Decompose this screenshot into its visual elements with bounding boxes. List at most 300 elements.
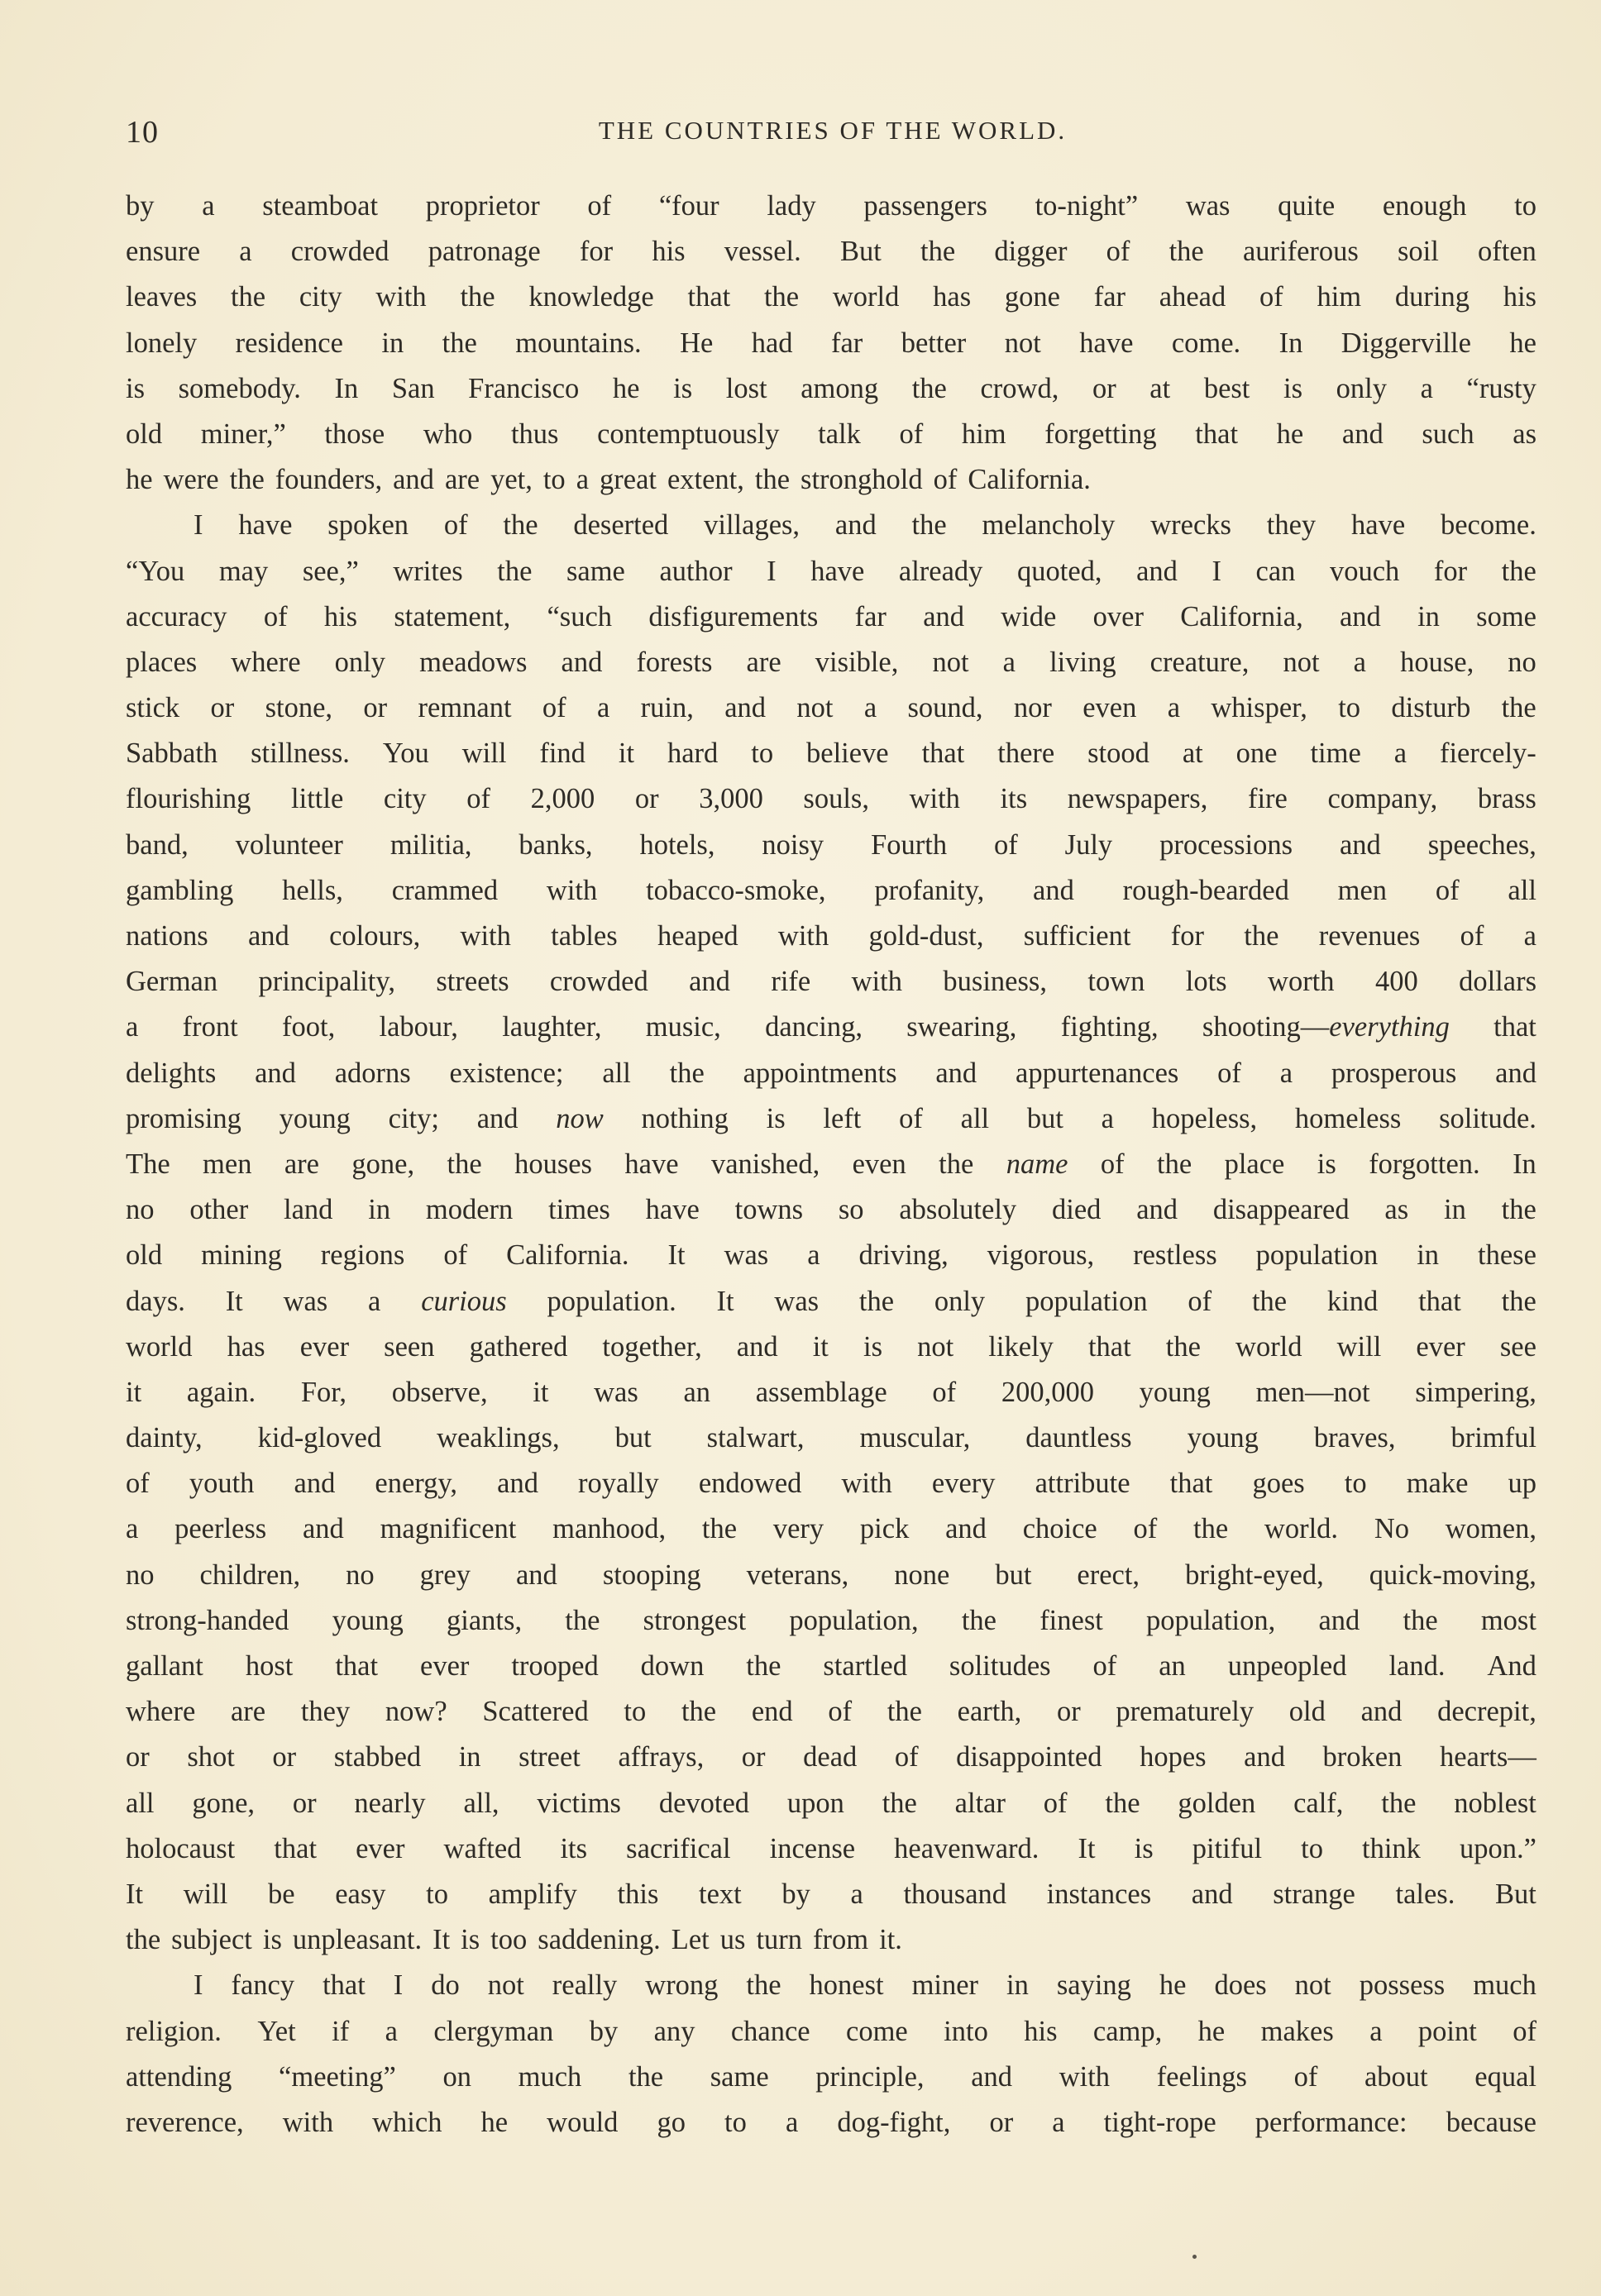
- word: feelings: [1156, 2060, 1247, 2093]
- word: wrong: [645, 1969, 719, 2002]
- word: simpering,: [1415, 1376, 1536, 1408]
- word: whisper,: [1211, 692, 1307, 724]
- word: young: [1187, 1422, 1259, 1454]
- word: noisy: [762, 828, 824, 861]
- word: prosperous: [1331, 1057, 1457, 1089]
- word: hopes: [1140, 1741, 1207, 1773]
- word: house,: [1400, 646, 1474, 678]
- word: is: [766, 1102, 786, 1134]
- word: band,: [126, 828, 189, 861]
- word: strange: [1273, 1878, 1355, 1910]
- word: a: [1167, 692, 1181, 724]
- word: in: [1417, 600, 1440, 632]
- word: best: [1203, 372, 1250, 404]
- word: easy: [335, 1878, 386, 1910]
- word: make: [1406, 1468, 1469, 1500]
- word: see: [1499, 1330, 1536, 1363]
- word: dog-fight,: [837, 2106, 951, 2138]
- word: are: [284, 1148, 319, 1180]
- word: him: [1317, 281, 1362, 313]
- word: but: [995, 1559, 1032, 1591]
- word: and: [935, 1057, 977, 1089]
- word: times: [548, 1194, 610, 1226]
- word: have: [1079, 327, 1134, 359]
- word: a: [1101, 1102, 1114, 1134]
- word: from: [813, 1924, 869, 1956]
- word: or: [1092, 372, 1116, 404]
- word: during: [1394, 281, 1470, 313]
- word: town: [1087, 966, 1145, 998]
- word: of: [828, 1696, 853, 1728]
- word: Let: [671, 1924, 710, 1956]
- word: to: [426, 1878, 448, 1910]
- word: regions: [320, 1239, 405, 1272]
- text-line: [126, 1279, 1536, 1325]
- word: is: [126, 372, 146, 404]
- word: vessel.: [724, 236, 801, 268]
- word: Yet: [257, 2015, 296, 2047]
- word: quoted,: [1016, 555, 1102, 587]
- word: no: [1508, 646, 1536, 678]
- word: the: [887, 1696, 922, 1728]
- word: and: [561, 646, 603, 678]
- word: so: [838, 1194, 864, 1226]
- word: of: [443, 509, 468, 542]
- word: steamboat: [262, 190, 379, 222]
- word: was: [283, 1285, 328, 1317]
- word: can: [1255, 555, 1296, 587]
- word: possess: [1359, 1969, 1446, 2002]
- word: bright-eyed,: [1185, 1559, 1324, 1591]
- word: the: [1105, 1787, 1140, 1819]
- word: with: [851, 966, 902, 998]
- word: hells,: [282, 874, 343, 906]
- word: do: [431, 1969, 460, 2002]
- word: now?: [385, 1696, 447, 1728]
- text-line: [126, 2009, 1536, 2055]
- word: host: [245, 1650, 294, 1682]
- word: down: [640, 1650, 705, 1682]
- word: to-night”: [1035, 190, 1139, 222]
- word: that: [335, 1650, 379, 1682]
- word: places: [126, 646, 198, 678]
- word: disfigurements: [648, 600, 819, 632]
- word: the: [746, 1650, 781, 1682]
- word: not: [917, 1330, 954, 1363]
- word: the: [858, 1285, 895, 1317]
- word: where: [126, 1696, 196, 1728]
- word: of: [1133, 1513, 1158, 1545]
- word: and: [736, 1330, 778, 1363]
- word: that: [921, 737, 965, 770]
- word: appointments: [743, 1057, 897, 1089]
- word: city;: [388, 1102, 439, 1134]
- word: his: [323, 600, 358, 632]
- word: not: [1283, 646, 1320, 678]
- word: of: [1513, 2015, 1536, 2047]
- word: not: [796, 692, 834, 724]
- word: better: [901, 327, 967, 359]
- word: restless: [1133, 1239, 1217, 1272]
- word: pick: [859, 1513, 910, 1545]
- word: is: [863, 1330, 882, 1363]
- word: think: [1362, 1832, 1421, 1864]
- word: that: [1493, 1011, 1536, 1043]
- text-line: [126, 412, 1536, 457]
- word: July: [1064, 828, 1113, 861]
- word: and: [1318, 1604, 1360, 1636]
- word: a: [785, 2106, 799, 2138]
- word: a: [1052, 2106, 1065, 2138]
- text-line: [126, 549, 1536, 594]
- word: no: [126, 1559, 155, 1591]
- word: of: [994, 828, 1018, 861]
- word: same: [566, 555, 625, 587]
- word: subject: [171, 1924, 252, 1956]
- word: trooped: [511, 1650, 599, 1682]
- word: decrepit,: [1437, 1696, 1536, 1728]
- word: the: [1244, 920, 1279, 952]
- word: a: [239, 236, 252, 268]
- word: lonely: [126, 327, 198, 359]
- word: kind: [1326, 1285, 1379, 1317]
- word: these: [1478, 1239, 1536, 1272]
- word: digger: [994, 236, 1068, 268]
- word: crowded: [549, 966, 648, 998]
- word: it: [126, 1376, 142, 1408]
- word: existence;: [449, 1057, 564, 1089]
- word: or: [292, 1787, 317, 1819]
- word: golden: [1178, 1787, 1256, 1819]
- word: a: [850, 1878, 863, 1910]
- word: fire: [1247, 783, 1288, 815]
- word: principality,: [258, 966, 395, 998]
- word: may: [218, 555, 269, 587]
- word: disappeared: [1212, 1194, 1350, 1226]
- word: women,: [1445, 1513, 1536, 1545]
- text-line: [126, 1735, 1536, 1780]
- word: some: [1476, 600, 1536, 632]
- word: revenues: [1318, 920, 1421, 952]
- word: quite: [1278, 190, 1336, 222]
- word: young: [332, 1604, 404, 1636]
- word: is: [461, 1924, 480, 1956]
- word: far: [854, 600, 887, 632]
- word: stooping: [602, 1559, 701, 1591]
- text-line: [126, 1187, 1536, 1233]
- word: they: [1266, 509, 1317, 542]
- word: choice: [1022, 1513, 1097, 1545]
- word: It: [433, 1924, 451, 1956]
- word: no: [346, 1559, 375, 1591]
- word: amplify: [488, 1878, 577, 1910]
- word: of: [1106, 236, 1130, 268]
- word: In: [1513, 1148, 1536, 1180]
- word: extent,: [667, 464, 744, 496]
- word: processions: [1159, 828, 1293, 861]
- word: gambling: [126, 874, 234, 906]
- word: for: [1433, 555, 1468, 587]
- word: has: [933, 281, 972, 313]
- word: gone,: [351, 1148, 415, 1180]
- word: even: [852, 1148, 906, 1180]
- word: ensure: [126, 236, 201, 268]
- word: much: [1473, 1969, 1536, 2002]
- word: Francisco: [468, 372, 580, 404]
- word: most: [1480, 1604, 1536, 1636]
- word: gathered: [469, 1330, 568, 1363]
- word: leaves: [126, 281, 198, 313]
- word: he: [612, 372, 640, 404]
- word: attending: [126, 2060, 232, 2093]
- word: one: [1235, 737, 1278, 770]
- word: principle,: [815, 2060, 925, 2093]
- word: time: [1310, 737, 1361, 770]
- word: in: [1417, 1239, 1440, 1272]
- word: lady: [767, 190, 816, 222]
- word: meadows: [419, 646, 528, 678]
- text-line: [126, 640, 1536, 685]
- word: the: [1501, 1285, 1536, 1317]
- word: worth: [1268, 966, 1335, 998]
- word: the: [669, 1057, 705, 1089]
- word: crammed: [391, 874, 499, 906]
- word: driving,: [858, 1239, 949, 1272]
- word: that: [1195, 418, 1239, 450]
- word: and: [247, 920, 289, 952]
- word: swearing,: [906, 1011, 1017, 1043]
- word: of: [587, 190, 612, 222]
- word: soil: [1397, 236, 1439, 268]
- word: houses: [514, 1148, 592, 1180]
- word: become.: [1440, 509, 1536, 542]
- word: not: [487, 1969, 524, 2002]
- word: melancholy: [982, 509, 1116, 542]
- text-line: [126, 1370, 1536, 1415]
- word: in: [458, 1741, 481, 1773]
- word: souls,: [803, 783, 869, 815]
- word: music,: [645, 1011, 721, 1043]
- text-line: [126, 823, 1536, 868]
- word: already: [898, 555, 983, 587]
- word: will: [183, 1878, 228, 1910]
- word: and: [945, 1513, 987, 1545]
- word: of: [1100, 1148, 1125, 1180]
- word: laughter,: [502, 1011, 602, 1043]
- word: world: [126, 1330, 193, 1363]
- text-line: [126, 1096, 1536, 1142]
- word: a: [576, 464, 590, 496]
- word: dollars: [1459, 966, 1536, 998]
- word: stalwart,: [706, 1422, 805, 1454]
- word: adorns: [334, 1057, 411, 1089]
- word: it.: [879, 1924, 902, 1956]
- word: only: [334, 646, 386, 678]
- text-line: [126, 1553, 1536, 1598]
- word: disturb: [1391, 692, 1471, 724]
- word: to: [1514, 190, 1536, 222]
- word: that: [687, 281, 731, 313]
- word: land: [284, 1194, 333, 1226]
- word: tight-rope: [1103, 2106, 1216, 2138]
- word: a: [126, 1011, 139, 1043]
- word: point: [1417, 2015, 1477, 2047]
- text-line: [126, 2100, 1536, 2146]
- word: young: [1139, 1376, 1211, 1408]
- word: newspapers,: [1067, 783, 1208, 815]
- word: a: [1279, 1057, 1293, 1089]
- word: were: [163, 464, 219, 496]
- word: author: [659, 555, 733, 587]
- word: altar: [954, 1787, 1006, 1819]
- word: his: [652, 236, 686, 268]
- word: flourishing: [126, 783, 251, 815]
- word: see,”: [302, 555, 359, 587]
- word: Sabbath: [126, 737, 218, 770]
- word: and: [1341, 418, 1384, 450]
- word: was: [1185, 190, 1231, 222]
- word: founders,: [275, 464, 383, 496]
- word: and: [1136, 1194, 1178, 1226]
- word: the: [701, 1513, 738, 1545]
- word: those: [324, 418, 385, 450]
- text-line: [126, 1005, 1536, 1050]
- word: talk: [818, 418, 861, 450]
- word: statement,: [394, 600, 511, 632]
- word: the: [911, 509, 947, 542]
- word: he: [1197, 2015, 1226, 2047]
- word: a: [202, 190, 215, 222]
- word: rough-bearded: [1122, 874, 1289, 906]
- word: is: [1317, 1148, 1336, 1180]
- word: very: [772, 1513, 824, 1545]
- word: this: [617, 1878, 659, 1910]
- text-line: [126, 1461, 1536, 1506]
- word: kid-gloved: [257, 1422, 382, 1454]
- word: magnificent: [380, 1513, 517, 1545]
- text-line: [126, 2055, 1536, 2100]
- word: old: [1288, 1696, 1326, 1728]
- word: on: [442, 2060, 471, 2093]
- word: or: [272, 1741, 297, 1773]
- word: giants,: [447, 1604, 523, 1636]
- word: saying: [1056, 1969, 1131, 2002]
- word: tobacco-smoke,: [646, 874, 826, 906]
- word: and: [476, 1102, 519, 1134]
- word: are: [444, 464, 480, 496]
- word: and: [294, 1468, 336, 1500]
- word: I: [1212, 555, 1221, 587]
- word: Scattered: [482, 1696, 589, 1728]
- word: banks,: [519, 828, 593, 861]
- word: profanity,: [874, 874, 985, 906]
- word: a: [1353, 646, 1366, 678]
- word: homeless: [1294, 1102, 1402, 1134]
- word: of: [1092, 1650, 1117, 1682]
- word: and: [724, 692, 767, 724]
- word: thus: [510, 418, 559, 450]
- word: [421, 1279, 507, 1325]
- word: stick: [126, 692, 180, 724]
- text-line: [126, 1415, 1536, 1461]
- word: the: [565, 1604, 600, 1636]
- word: of: [899, 418, 924, 450]
- word: accuracy: [126, 600, 227, 632]
- word: deserted: [573, 509, 669, 542]
- word: are: [230, 1696, 266, 1728]
- word: forgetting: [1044, 418, 1157, 450]
- word: for: [1170, 920, 1204, 952]
- word: among: [800, 372, 879, 404]
- word: ahead: [1159, 281, 1226, 313]
- word: lots: [1185, 966, 1227, 998]
- word: such: [1422, 418, 1474, 450]
- word: all: [960, 1102, 990, 1134]
- word: I: [194, 1969, 203, 2002]
- word: He: [680, 327, 714, 359]
- word: lost: [725, 372, 767, 404]
- word: up: [1508, 1468, 1536, 1500]
- word: of: [1460, 920, 1484, 952]
- word: observe,: [391, 1376, 488, 1408]
- word: he: [480, 2106, 509, 2138]
- word: finest: [1039, 1604, 1103, 1636]
- word: chance: [730, 2015, 810, 2047]
- word: a: [1002, 646, 1016, 678]
- word: population,: [1146, 1604, 1276, 1636]
- word: that: [1087, 1330, 1131, 1363]
- word: with: [909, 783, 960, 815]
- word: no: [126, 1194, 155, 1226]
- word: or: [1056, 1696, 1081, 1728]
- word: stone,: [265, 692, 333, 724]
- text-line: [126, 1506, 1536, 1552]
- word: all: [1508, 874, 1536, 906]
- word: world: [1235, 1330, 1302, 1363]
- word: where: [231, 646, 301, 678]
- word: and: [1339, 600, 1381, 632]
- word: and: [1495, 1057, 1536, 1089]
- word: to: [724, 2106, 747, 2138]
- word: there: [997, 737, 1055, 770]
- text-line: [126, 1142, 1536, 1187]
- word: and: [923, 600, 965, 632]
- word: gone,: [192, 1787, 256, 1819]
- word: in: [368, 1194, 391, 1226]
- word: a: [596, 692, 610, 724]
- word: the: [1381, 1787, 1417, 1819]
- text-line: [126, 184, 1536, 229]
- word: with: [546, 874, 598, 906]
- word: wide: [1001, 600, 1057, 632]
- word: none: [894, 1559, 950, 1591]
- word: have: [810, 555, 865, 587]
- word: wrecks: [1150, 509, 1231, 542]
- text-line: [126, 274, 1536, 320]
- word: calf,: [1293, 1787, 1344, 1819]
- word: tales.: [1395, 1878, 1455, 1910]
- word: of: [466, 783, 490, 815]
- ink-speck: [1192, 2255, 1197, 2259]
- word: with: [777, 920, 829, 952]
- word: into: [944, 2015, 988, 2047]
- text-line: [126, 1963, 1536, 2008]
- word: same: [710, 2060, 769, 2093]
- word: grey: [419, 1559, 471, 1591]
- word: of: [1188, 1285, 1212, 1317]
- word: population,: [789, 1604, 919, 1636]
- word: old: [126, 418, 163, 450]
